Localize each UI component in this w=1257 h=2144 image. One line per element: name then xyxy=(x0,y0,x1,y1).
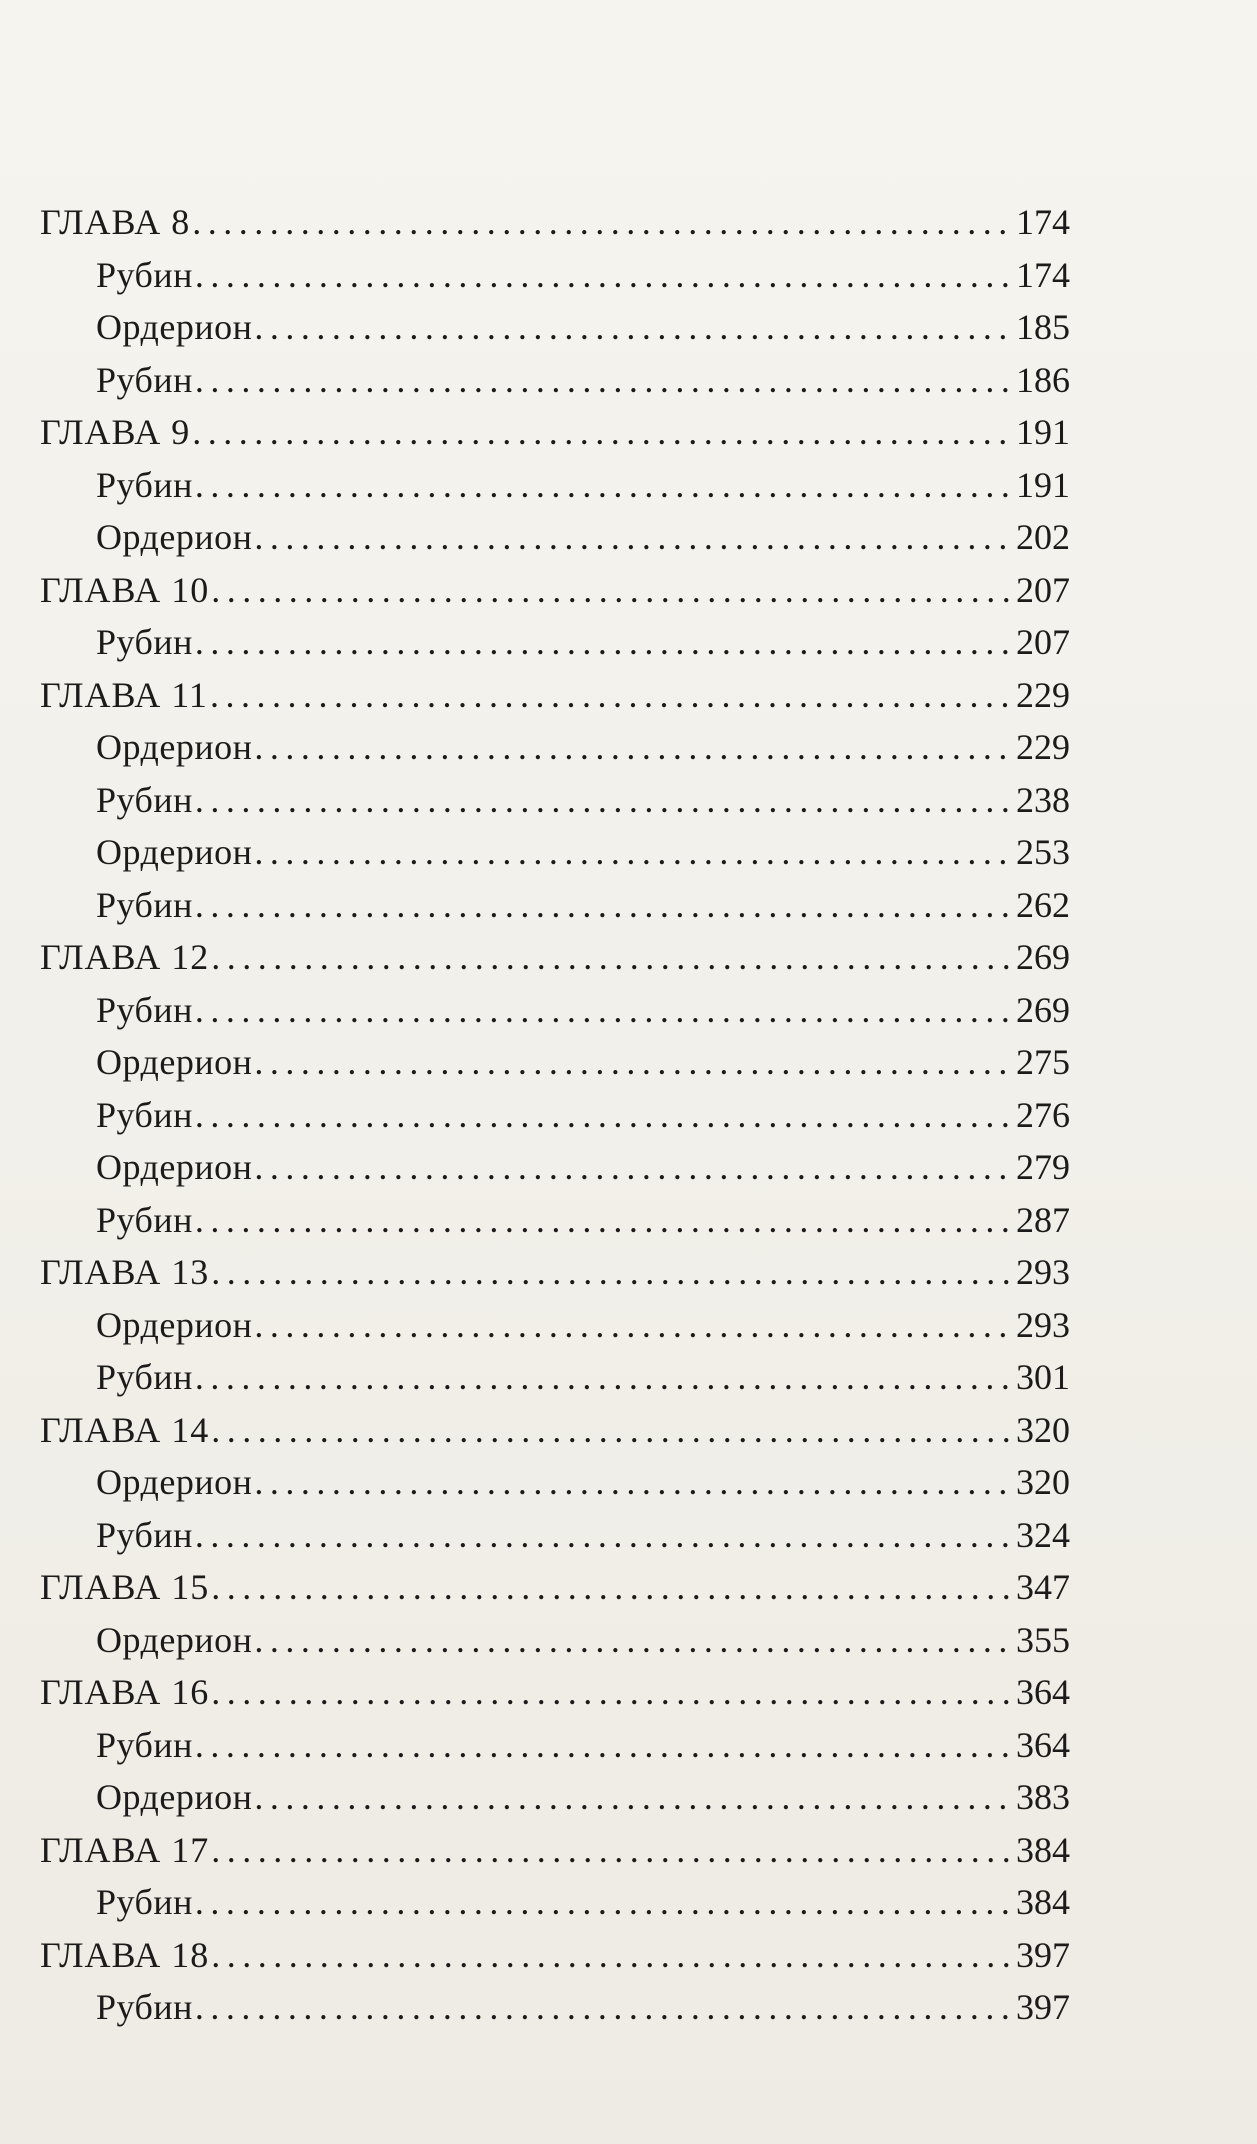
toc-entry-label: ГЛАВА 13 xyxy=(40,1252,210,1292)
dot-leader xyxy=(195,1089,1014,1142)
toc-entry-label: Рубин xyxy=(96,464,193,505)
toc-page-number: 202 xyxy=(1016,517,1070,557)
toc-chapter-row xyxy=(40,1246,1070,1299)
toc-entry-label: Ордерион xyxy=(96,1042,253,1082)
toc-page-number: 207 xyxy=(1016,622,1070,662)
dot-leader xyxy=(195,1509,1014,1562)
toc-entry-label: Ордерион xyxy=(96,517,253,557)
toc-entry-label: Рубин xyxy=(96,779,193,820)
toc-page-number: 275 xyxy=(1016,1042,1070,1082)
toc-page-number: 191 xyxy=(1016,464,1070,505)
toc-section-row xyxy=(40,616,1070,669)
toc-section-row xyxy=(40,1036,1070,1089)
toc-section-row xyxy=(40,511,1070,564)
table-of-contents xyxy=(40,196,1070,2034)
toc-section-row xyxy=(40,1614,1070,1667)
toc-entry-label: Рубин xyxy=(96,1199,193,1240)
toc-section-row xyxy=(40,301,1070,354)
toc-entry-label: Рубин xyxy=(96,359,193,400)
dot-leader xyxy=(254,301,1014,354)
dot-leader xyxy=(254,1299,1014,1352)
dot-leader xyxy=(254,1771,1014,1824)
toc-chapter-row xyxy=(40,564,1070,617)
toc-page-number: 253 xyxy=(1016,832,1070,872)
toc-page-number: 364 xyxy=(1016,1672,1070,1712)
toc-chapter-row xyxy=(40,1666,1070,1719)
toc-section-row xyxy=(40,826,1070,879)
dot-leader xyxy=(195,459,1014,512)
toc-page-number: 293 xyxy=(1016,1304,1070,1345)
toc-entry-label: Рубин xyxy=(96,1882,193,1922)
toc-page-number: 397 xyxy=(1016,1987,1070,2027)
dot-leader xyxy=(211,1404,1014,1457)
toc-entry-label: Рубин xyxy=(96,254,193,295)
dot-leader xyxy=(195,1351,1014,1404)
toc-page-number: 269 xyxy=(1016,937,1070,977)
toc-chapter-row xyxy=(40,406,1070,459)
toc-chapter-row xyxy=(40,1824,1070,1877)
toc-entry-label: Рубин xyxy=(96,884,193,925)
toc-page-number: 174 xyxy=(1016,254,1070,295)
toc-entry-label: Ордерион xyxy=(96,832,253,872)
dot-leader xyxy=(254,1141,1014,1194)
toc-entry-label: ГЛАВА 17 xyxy=(40,1829,210,1870)
toc-entry-label: Ордерион xyxy=(96,1462,253,1502)
toc-entry-label: ГЛАВА 10 xyxy=(40,569,210,610)
toc-page-number: 383 xyxy=(1016,1777,1070,1817)
toc-page-number: 185 xyxy=(1016,307,1070,347)
toc-entry-label: Рубин xyxy=(96,1357,193,1397)
toc-section-row xyxy=(40,1141,1070,1194)
toc-entry-label: ГЛАВА 9 xyxy=(40,412,191,452)
dot-leader xyxy=(254,721,1014,774)
toc-section-row xyxy=(40,1719,1070,1772)
dot-leader xyxy=(195,354,1014,407)
toc-page-number: 279 xyxy=(1016,1147,1070,1187)
toc-section-row xyxy=(40,879,1070,932)
toc-page-number: 301 xyxy=(1016,1357,1070,1397)
dot-leader xyxy=(254,826,1014,879)
toc-entry-label: Рубин xyxy=(96,1724,193,1765)
toc-page-number: 229 xyxy=(1016,727,1070,767)
toc-entry-label: Ордерион xyxy=(96,1777,253,1817)
dot-leader xyxy=(211,1824,1014,1877)
dot-leader xyxy=(195,774,1014,827)
dot-leader xyxy=(195,1719,1014,1772)
toc-entry-label: Рубин xyxy=(96,1094,193,1135)
toc-entry-label: Ордерион xyxy=(96,1619,253,1660)
toc-page-number: 229 xyxy=(1016,674,1070,715)
dot-leader xyxy=(211,1929,1014,1982)
toc-page-number: 364 xyxy=(1016,1724,1070,1765)
toc-entry-label: Рубин xyxy=(96,1987,193,2027)
toc-entry-label: Ордерион xyxy=(96,307,253,347)
toc-page-number: 320 xyxy=(1016,1409,1070,1450)
toc-section-row xyxy=(40,1509,1070,1562)
dot-leader xyxy=(211,1561,1014,1614)
toc-page-number: 276 xyxy=(1016,1094,1070,1135)
toc-page-number: 397 xyxy=(1016,1934,1070,1975)
toc-page-number: 347 xyxy=(1016,1567,1070,1607)
toc-page-number: 191 xyxy=(1016,412,1070,452)
toc-entry-label: Ордерион xyxy=(96,1147,253,1187)
toc-entry-label: ГЛАВА 15 xyxy=(40,1567,210,1607)
dot-leader xyxy=(195,616,1014,669)
toc-page-number: 186 xyxy=(1016,359,1070,400)
toc-page-number: 293 xyxy=(1016,1252,1070,1292)
toc-page-number: 384 xyxy=(1016,1882,1070,1922)
toc-section-row xyxy=(40,1194,1070,1247)
dot-leader xyxy=(195,249,1014,302)
toc-page-number: 320 xyxy=(1016,1462,1070,1502)
dot-leader xyxy=(254,511,1014,564)
toc-section-row xyxy=(40,1456,1070,1509)
dot-leader xyxy=(254,1614,1014,1667)
dot-leader xyxy=(211,564,1014,617)
toc-entry-label: Рубин xyxy=(96,622,193,662)
toc-entry-label: Рубин xyxy=(96,989,193,1030)
toc-section-row xyxy=(40,774,1070,827)
toc-page-number: 324 xyxy=(1016,1514,1070,1555)
toc-entry-label: ГЛАВА 16 xyxy=(40,1672,210,1712)
toc-entry-label: Рубин xyxy=(96,1514,193,1555)
toc-page-number: 384 xyxy=(1016,1829,1070,1870)
toc-entry-label: ГЛАВА 14 xyxy=(40,1409,210,1450)
dot-leader xyxy=(254,1036,1014,1089)
toc-chapter-row xyxy=(40,1929,1070,1982)
toc-entry-label: Ордерион xyxy=(96,727,253,767)
dot-leader xyxy=(210,669,1014,722)
toc-entry-label: ГЛАВА 11 xyxy=(40,674,208,715)
dot-leader xyxy=(195,984,1014,1037)
toc-section-row xyxy=(40,249,1070,302)
dot-leader xyxy=(195,879,1014,932)
dot-leader xyxy=(211,931,1014,984)
dot-leader xyxy=(211,1666,1014,1719)
toc-page-number: 262 xyxy=(1016,884,1070,925)
toc-chapter-row xyxy=(40,1561,1070,1614)
dot-leader xyxy=(254,1456,1014,1509)
toc-section-row xyxy=(40,354,1070,407)
toc-page-number: 287 xyxy=(1016,1199,1070,1240)
toc-entry-label: ГЛАВА 18 xyxy=(40,1934,210,1975)
toc-entry-label: ГЛАВА 12 xyxy=(40,937,210,977)
toc-section-row xyxy=(40,459,1070,512)
toc-page-number: 269 xyxy=(1016,989,1070,1030)
toc-section-row xyxy=(40,1771,1070,1824)
toc-page-number: 238 xyxy=(1016,779,1070,820)
toc-section-row xyxy=(40,1351,1070,1404)
toc-chapter-row xyxy=(40,931,1070,984)
toc-chapter-row xyxy=(40,669,1070,722)
toc-page-number: 355 xyxy=(1016,1619,1070,1660)
dot-leader xyxy=(195,1981,1014,2034)
toc-section-row xyxy=(40,1299,1070,1352)
toc-section-row xyxy=(40,1981,1070,2034)
dot-leader xyxy=(211,1246,1014,1299)
toc-section-row xyxy=(40,984,1070,1037)
dot-leader xyxy=(195,1194,1014,1247)
toc-chapter-row xyxy=(40,196,1070,249)
toc-entry-label: ГЛАВА 8 xyxy=(40,202,191,242)
toc-page-number: 174 xyxy=(1016,202,1070,242)
toc-section-row xyxy=(40,1876,1070,1929)
toc-chapter-row xyxy=(40,1404,1070,1457)
dot-leader xyxy=(192,196,1014,249)
toc-section-row xyxy=(40,1089,1070,1142)
dot-leader xyxy=(192,406,1014,459)
toc-section-row xyxy=(40,721,1070,774)
toc-page-number: 207 xyxy=(1016,569,1070,610)
dot-leader xyxy=(195,1876,1014,1929)
toc-entry-label: Ордерион xyxy=(96,1304,253,1345)
